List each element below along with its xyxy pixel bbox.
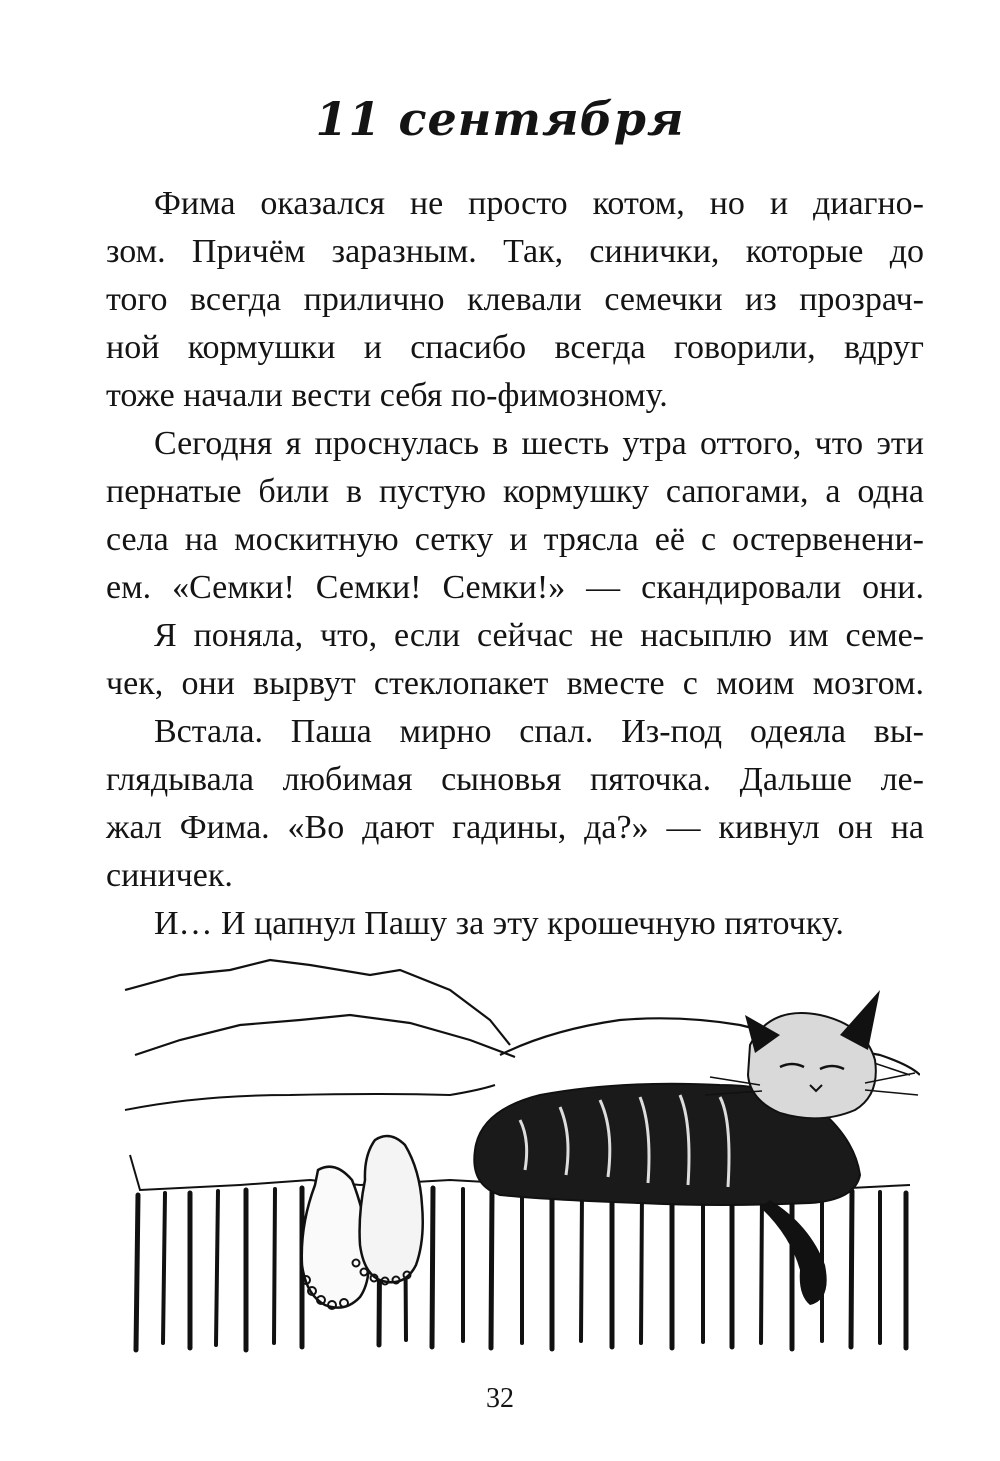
body-text [106,180,924,948]
text-line: села на москитную сетку и трясла её с остервенени- [106,521,924,558]
text-line: Встала. Паша мирно спал. Из-под одеяла вы- [154,713,924,750]
text-line: И… И цапнул Пашу за эту крошечную пяточку. [154,905,844,942]
text-line: зом. Причём заразным. Так, синички, которые до [106,233,924,270]
text-line: Сегодня я проснулась в шесть утра оттого, что эти [154,425,924,462]
text-line: пернатые били в пустую кормушку сапогами, а одна [106,473,924,510]
text-line: жал Фима. «Во дают гадины, да?» — кивнул он на [106,809,924,846]
page-number: 32 [486,1383,514,1414]
text-line: Я поняла, что, если сейчас не насыплю им семе- [154,617,924,654]
chapter-date-heading: 11 сентября [315,92,685,146]
text-line: ной кормушки и спасибо всегда говорили, вдруг [106,329,924,366]
text-line: чек, они вырвут стеклопакет вместе с моим мозгом. [106,665,924,702]
text-line: синичек. [106,857,233,894]
text-line: ем. «Семки! Семки! Семки!» — скандировали они. [106,569,924,606]
text-line: того всегда прилично клевали семечки из прозрач- [106,281,924,318]
text-line: тоже начали вести себя по-фимозному. [106,377,668,414]
cat-on-bed-illustration [120,945,920,1365]
text-line: Фима оказался не просто котом, но и диагно- [154,185,924,222]
text-line: глядывала любимая сыновья пяточка. Дальше ле- [106,761,924,798]
